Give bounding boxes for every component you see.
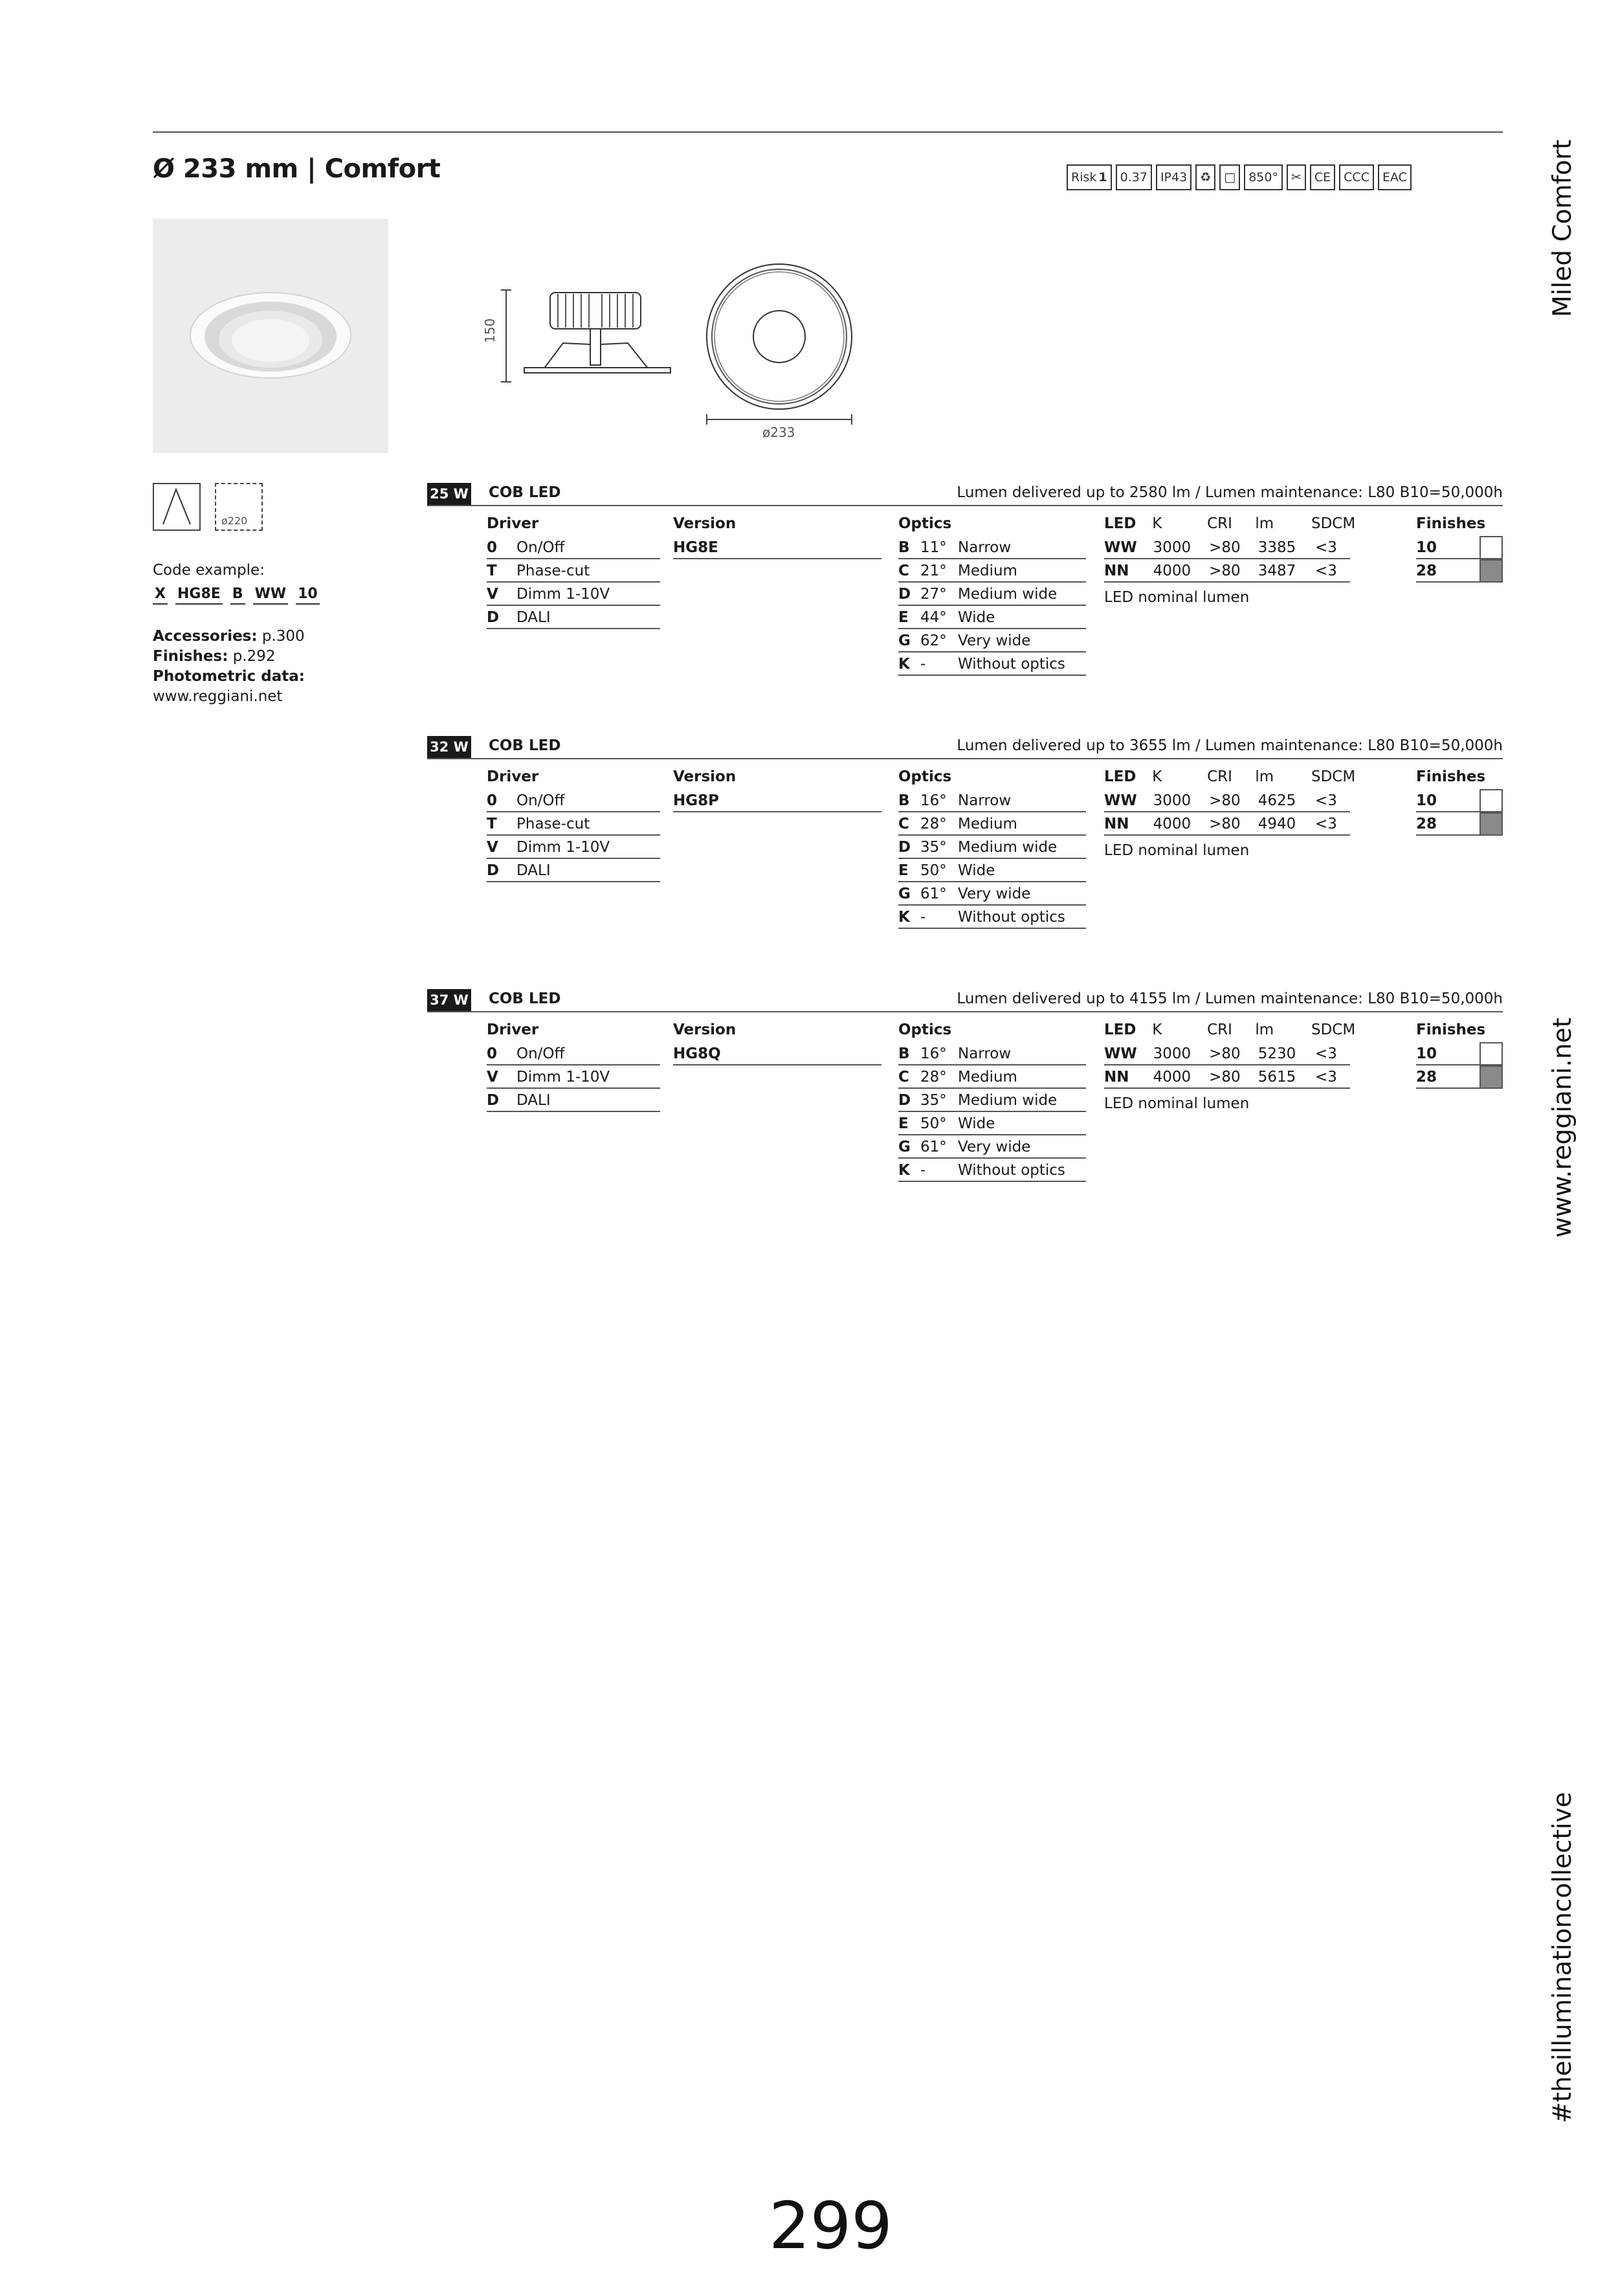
version-code: HG8Q (673, 1045, 721, 1062)
driver-row (487, 536, 660, 559)
led-cell: 5230 (1258, 1045, 1296, 1062)
optics-code: K (898, 1162, 910, 1179)
version-code: HG8E (673, 539, 718, 556)
led-header-cell: CRI (1207, 515, 1232, 532)
optics-row (898, 1089, 1086, 1112)
driver-row (487, 789, 660, 812)
height-dimension: 150 (482, 318, 498, 343)
finish-code: 10 (1416, 539, 1437, 556)
optics-code: D (898, 839, 911, 856)
led-header (1104, 768, 1356, 789)
led-cell: NN (1104, 563, 1129, 579)
led-note: LED nominal lumen (1104, 842, 1250, 859)
finish-swatch (1479, 789, 1503, 812)
photometric-link[interactable]: www.reggiani.net (153, 688, 283, 705)
version-column (673, 768, 881, 812)
optics-code: E (898, 862, 909, 879)
optics-name: Medium wide (958, 839, 1058, 856)
wattage-badge: 32 W (427, 736, 471, 758)
driver-row (487, 812, 660, 836)
optics-name: Wide (958, 609, 995, 626)
led-header-cell: lm (1255, 768, 1274, 785)
driver-row (487, 1065, 660, 1089)
cutout-label: ø220 (221, 515, 248, 527)
optics-column (898, 768, 1086, 929)
driver-name: On/Off (516, 792, 565, 809)
led-header (1104, 515, 1356, 536)
optics-row (898, 536, 1086, 559)
diameter-dimension: ø233 (762, 425, 795, 440)
version-column (673, 1021, 881, 1065)
finishes-column (1416, 515, 1503, 583)
certification-icon: EAC (1378, 164, 1412, 190)
certification-icon: ♻ (1195, 164, 1215, 190)
optics-row (898, 583, 1086, 606)
version-column (673, 515, 881, 559)
code-part: WW (253, 586, 289, 605)
led-column (1104, 768, 1356, 859)
optics-header: Optics (898, 768, 952, 785)
top-rule (153, 131, 1503, 133)
led-cell: NN (1104, 1069, 1129, 1086)
optics-angle: 35° (920, 839, 947, 856)
optics-name: Medium wide (958, 1092, 1058, 1109)
optics-row (898, 859, 1086, 882)
led-cell: >80 (1209, 816, 1241, 832)
driver-header: Driver (487, 768, 539, 785)
optics-code: E (898, 1115, 909, 1132)
certification-icon: ✂ (1287, 164, 1306, 190)
led-cell: <3 (1314, 1069, 1337, 1086)
section-header (427, 483, 1503, 506)
certification-icon: □ (1219, 164, 1240, 190)
side-title-vertical: Miled Comfort (1548, 139, 1577, 317)
driver-column (487, 768, 660, 882)
led-cell: NN (1104, 816, 1129, 832)
optics-name: Medium (958, 816, 1017, 832)
code-part: HG8E (175, 586, 223, 605)
optics-name: Wide (958, 862, 995, 879)
driver-name: Dimm 1-10V (516, 586, 610, 603)
led-cell: >80 (1209, 563, 1241, 579)
driver-code: 0 (487, 792, 498, 809)
driver-name: Dimm 1-10V (516, 839, 610, 856)
finish-code: 10 (1416, 792, 1437, 809)
optics-row (898, 559, 1086, 583)
optics-row (898, 1042, 1086, 1065)
driver-code: T (487, 563, 497, 579)
finish-code: 10 (1416, 1045, 1437, 1062)
driver-code: V (487, 1069, 498, 1086)
led-row (1104, 1042, 1350, 1065)
driver-row (487, 1042, 660, 1065)
finish-swatch (1479, 536, 1503, 559)
optics-name: Narrow (958, 539, 1012, 556)
optics-header: Optics (898, 515, 952, 532)
optics-name: Narrow (958, 792, 1012, 809)
driver-row (487, 859, 660, 882)
optics-angle: 27° (920, 586, 947, 603)
code-example-label: Code example: (153, 562, 265, 579)
optics-name: Very wide (958, 632, 1031, 649)
optics-code: D (898, 586, 911, 603)
finishes-header: Finishes (1416, 768, 1486, 785)
driver-row (487, 559, 660, 583)
led-cell: WW (1104, 1045, 1137, 1062)
led-header (1104, 1021, 1356, 1042)
led-cell: 4000 (1153, 1069, 1191, 1086)
optics-name: Very wide (958, 886, 1031, 902)
downlight-photo-icon (153, 219, 388, 453)
driver-column (487, 515, 660, 629)
photometric-label: Photometric data: (153, 668, 305, 685)
led-cell: 4000 (1153, 816, 1191, 832)
driver-name: On/Off (516, 1045, 565, 1062)
section-header (427, 736, 1503, 759)
optics-name: Without optics (958, 656, 1065, 673)
certification-icon: 850° (1244, 164, 1283, 190)
led-column (1104, 515, 1356, 606)
led-header-cell: CRI (1207, 768, 1232, 785)
driver-name: On/Off (516, 539, 565, 556)
finish-swatch (1479, 1065, 1503, 1089)
version-row (673, 789, 881, 812)
led-note: LED nominal lumen (1104, 589, 1250, 606)
driver-name: Phase-cut (516, 563, 590, 579)
optics-angle: 16° (920, 1045, 947, 1062)
beam-angle-icon (153, 483, 201, 531)
led-header-cell: CRI (1207, 1021, 1232, 1038)
finish-row (1416, 789, 1503, 812)
led-cell: 3000 (1153, 792, 1191, 809)
driver-code: D (487, 862, 500, 879)
driver-code: V (487, 839, 498, 856)
wattage-badge: 37 W (427, 989, 471, 1011)
driver-header: Driver (487, 1021, 539, 1038)
finish-code: 28 (1416, 1069, 1437, 1086)
optics-angle: 28° (920, 816, 947, 832)
page-title: Ø 233 mm | Comfort (153, 154, 441, 184)
product-section (427, 989, 1503, 1179)
finish-row (1416, 812, 1503, 836)
product-photo (153, 219, 388, 453)
optics-row (898, 812, 1086, 836)
led-header-cell: K (1152, 768, 1162, 785)
product-section (427, 736, 1503, 926)
code-part: X (153, 586, 168, 605)
optics-code: K (898, 909, 910, 926)
optics-code: K (898, 656, 910, 673)
version-code: HG8P (673, 792, 719, 809)
accessories-info: Accessories: p.300 (153, 628, 305, 645)
led-type: COB LED (489, 484, 561, 501)
finish-row (1416, 536, 1503, 559)
optics-angle: 61° (920, 886, 947, 902)
version-header: Version (673, 1021, 737, 1038)
code-part: B (230, 586, 245, 605)
led-header-cell: SDCM (1311, 768, 1356, 785)
led-cell: 4000 (1153, 563, 1191, 579)
led-column (1104, 1021, 1356, 1112)
driver-name: DALI (516, 862, 551, 879)
driver-code: 0 (487, 1045, 498, 1062)
optics-code: C (898, 816, 909, 832)
optics-row (898, 652, 1086, 676)
led-cell: >80 (1209, 539, 1241, 556)
driver-name: Phase-cut (516, 816, 590, 832)
driver-column (487, 1021, 660, 1112)
code-part: 10 (296, 586, 320, 605)
driver-code: 0 (487, 539, 498, 556)
certification-icons (1067, 164, 1412, 192)
optics-angle: 62° (920, 632, 947, 649)
optics-header: Optics (898, 1021, 952, 1038)
optics-row (898, 606, 1086, 629)
led-cell: 3000 (1153, 539, 1191, 556)
led-cell: <3 (1314, 816, 1337, 832)
section-header (427, 989, 1503, 1012)
side-view-drawing (479, 272, 686, 404)
optics-code: G (898, 886, 911, 902)
certification-icon: IP43 (1156, 164, 1191, 190)
code-example (153, 586, 320, 605)
led-header-cell: LED (1104, 1021, 1136, 1038)
optics-code: C (898, 1069, 909, 1086)
page-number: 299 (769, 2188, 892, 2264)
driver-row (487, 1089, 660, 1112)
certification-icon: CCC (1339, 164, 1374, 190)
led-header-cell: K (1152, 1021, 1162, 1038)
driver-code: T (487, 816, 497, 832)
led-cell: <3 (1314, 539, 1337, 556)
lumen-info: Lumen delivered up to 2580 lm / Lumen maintenance: L80 B10=50,000h (957, 484, 1503, 501)
finish-code: 28 (1416, 563, 1437, 579)
led-row (1104, 536, 1350, 559)
optics-angle: - (920, 909, 926, 926)
optics-angle: - (920, 1162, 926, 1179)
optics-angle: 35° (920, 1092, 947, 1109)
driver-code: V (487, 586, 498, 603)
led-header-cell: SDCM (1311, 1021, 1356, 1038)
optics-angle: 16° (920, 792, 947, 809)
optics-code: G (898, 1139, 911, 1155)
optics-row (898, 789, 1086, 812)
optics-code: B (898, 539, 910, 556)
led-cell: >80 (1209, 1045, 1241, 1062)
finish-row (1416, 1065, 1503, 1089)
driver-header: Driver (487, 515, 539, 532)
led-row (1104, 812, 1350, 836)
finishes-info: Finishes: p.292 (153, 648, 276, 665)
optics-name: Medium (958, 1069, 1017, 1086)
led-type: COB LED (489, 737, 561, 754)
optics-row (898, 1159, 1086, 1182)
optics-name: Medium (958, 563, 1017, 579)
led-header-cell: K (1152, 515, 1162, 532)
optics-angle: 28° (920, 1069, 947, 1086)
finishes-column (1416, 768, 1503, 836)
led-cell: 4625 (1258, 792, 1296, 809)
led-header-cell: LED (1104, 515, 1136, 532)
led-cell: >80 (1209, 1069, 1241, 1086)
hashtag-vertical: #theilluminationcollective (1548, 1792, 1577, 2123)
driver-code: D (487, 1092, 500, 1109)
driver-name: DALI (516, 1092, 551, 1109)
lumen-info: Lumen delivered up to 4155 lm / Lumen maintenance: L80 B10=50,000h (957, 990, 1503, 1007)
led-header-cell: lm (1255, 515, 1274, 532)
led-cell: >80 (1209, 792, 1241, 809)
led-note: LED nominal lumen (1104, 1095, 1250, 1112)
optics-row (898, 836, 1086, 859)
optics-code: G (898, 632, 911, 649)
finishes-header: Finishes (1416, 1021, 1486, 1038)
driver-code: D (487, 609, 500, 626)
optics-row (898, 1065, 1086, 1089)
optics-row (898, 1112, 1086, 1135)
finish-row (1416, 1042, 1503, 1065)
optics-code: B (898, 1045, 910, 1062)
driver-row (487, 606, 660, 629)
finishes-column (1416, 1021, 1503, 1089)
optics-code: C (898, 563, 909, 579)
optics-angle: 50° (920, 862, 947, 879)
driver-row (487, 583, 660, 606)
top-view-drawing (702, 259, 857, 443)
led-cell: <3 (1314, 792, 1337, 809)
finish-swatch (1479, 1042, 1503, 1065)
certification-icon: 0.37 (1116, 164, 1152, 190)
led-row (1104, 789, 1350, 812)
led-header-cell: LED (1104, 768, 1136, 785)
led-header-cell: lm (1255, 1021, 1274, 1038)
optics-name: Without optics (958, 909, 1065, 926)
certification-icon: Risk 1 (1067, 164, 1112, 190)
driver-name: DALI (516, 609, 551, 626)
led-row (1104, 1065, 1350, 1089)
led-cell: WW (1104, 792, 1137, 809)
led-row (1104, 559, 1350, 583)
finish-swatch (1479, 559, 1503, 583)
optics-row (898, 629, 1086, 652)
led-type: COB LED (489, 990, 561, 1007)
optics-name: Wide (958, 1115, 995, 1132)
optics-row (898, 882, 1086, 906)
led-cell: 3487 (1258, 563, 1296, 579)
driver-row (487, 836, 660, 859)
optics-code: D (898, 1092, 911, 1109)
finish-swatch (1479, 812, 1503, 836)
optics-angle: 21° (920, 563, 947, 579)
led-cell: <3 (1314, 563, 1337, 579)
version-header: Version (673, 768, 737, 785)
optics-column (898, 515, 1086, 676)
optics-row (898, 906, 1086, 929)
version-header: Version (673, 515, 737, 532)
optics-angle: 11° (920, 539, 947, 556)
lumen-info: Lumen delivered up to 3655 lm / Lumen maintenance: L80 B10=50,000h (957, 737, 1503, 754)
optics-code: E (898, 609, 909, 626)
optics-column (898, 1021, 1086, 1182)
website-vertical[interactable]: www.reggiani.net (1548, 1018, 1577, 1238)
optics-code: B (898, 792, 910, 809)
optics-name: Very wide (958, 1139, 1031, 1155)
cutout-icon (215, 483, 263, 531)
led-cell: 3000 (1153, 1045, 1191, 1062)
product-section (427, 483, 1503, 673)
version-row (673, 536, 881, 559)
optics-row (898, 1135, 1086, 1159)
finish-code: 28 (1416, 816, 1437, 832)
optics-angle: 50° (920, 1115, 947, 1132)
finishes-header: Finishes (1416, 515, 1486, 532)
optics-name: Medium wide (958, 586, 1058, 603)
wattage-badge: 25 W (427, 483, 471, 505)
led-cell: 4940 (1258, 816, 1296, 832)
optics-angle: - (920, 656, 926, 673)
finish-row (1416, 559, 1503, 583)
version-row (673, 1042, 881, 1065)
led-cell: 3385 (1258, 539, 1296, 556)
led-cell: <3 (1314, 1045, 1337, 1062)
optics-name: Without optics (958, 1162, 1065, 1179)
driver-name: Dimm 1-10V (516, 1069, 610, 1086)
led-cell: 5615 (1258, 1069, 1296, 1086)
led-cell: WW (1104, 539, 1137, 556)
optics-angle: 61° (920, 1139, 947, 1155)
optics-angle: 44° (920, 609, 947, 626)
optics-name: Narrow (958, 1045, 1012, 1062)
certification-icon: CE (1310, 164, 1335, 190)
led-header-cell: SDCM (1311, 515, 1356, 532)
